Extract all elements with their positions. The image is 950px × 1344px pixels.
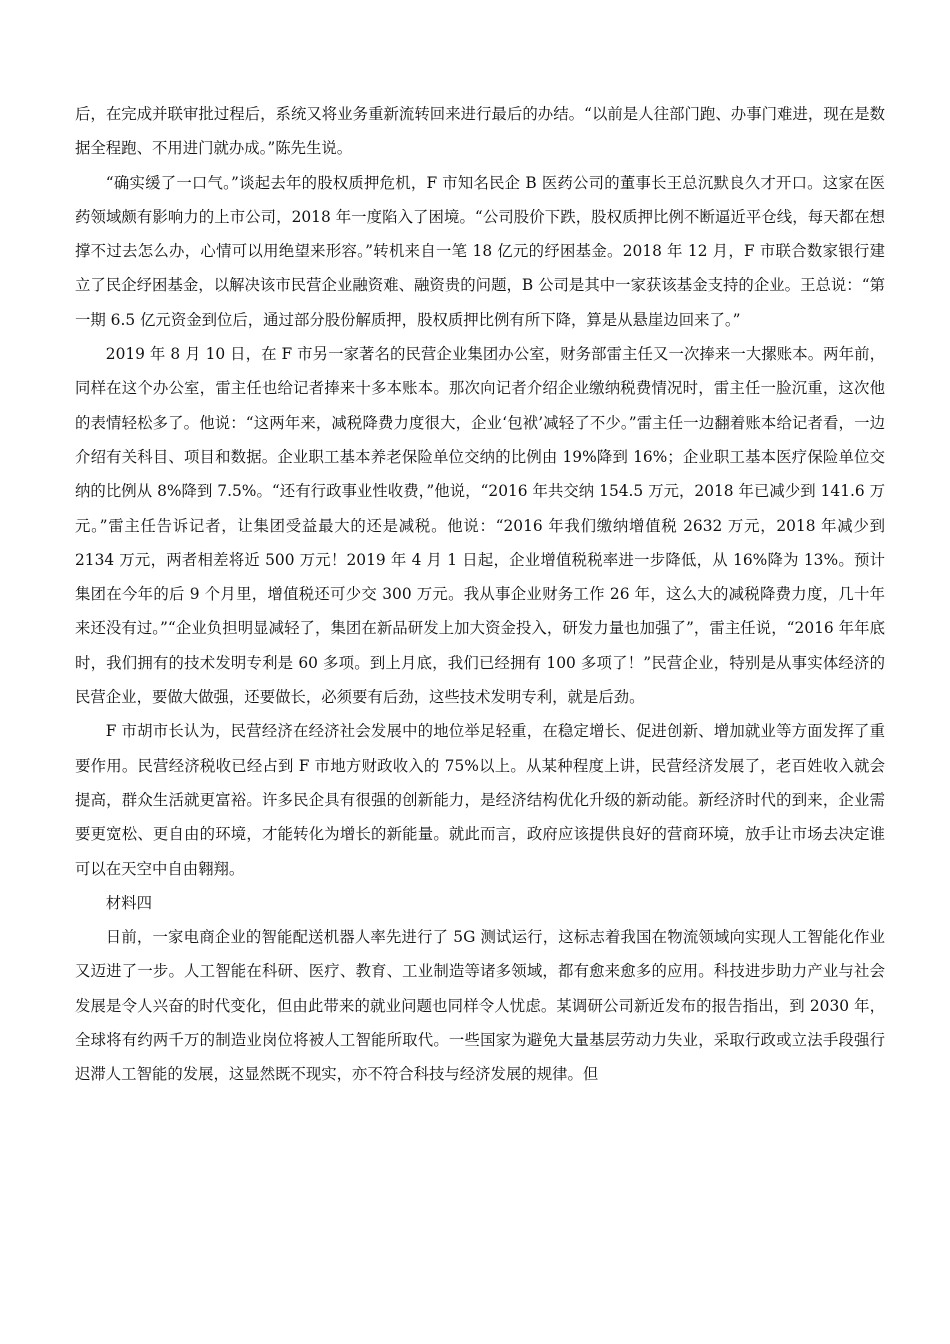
document-body bbox=[75, 97, 885, 1092]
paragraph-tax-reduction: 2019 年 8 月 10 日，在 F 市另一家著名的民营企业集团办公室，财务部雷主任又一次捧来一大摞账本。两年前，同样在这个办公室，雷主任也给记者捧来十多本账本。那次向记者介绍企业缴纳税费情况时，雷主任一脸沉重，这次他的表情轻松多了。他说：“这两年来，减税降费力度很大，企业‘包袱’减轻了不少。”雷主任一边翻着账本给记者看，一边介绍有关科目、项目和数据。企业职工基本养老保险单位交纳的比例由 19%降到 16%；企业职工基本医疗保险单位交纳的比例从 8%降到 7.5%。“还有行政事业性收费，”他说，“2016 年共交纳 154.5 万元，2018 年已减少到 141.6 万元。”雷主任告诉记者，让集团受益最大的还是减税。他说：“2016 年我们缴纳增值税 2632 万元，2018 年减少到 2134 万元，两者相差将近 500 万元！2019 年 4 月 1 日起，企业增值税税率进一步降低，从 16%降为 13%。预计集团在今年的后 9 个月里，增值税还可少交 300 万元。我从事企业财务工作 26 年，这么大的减税降费力度，几十年来还没有过。”“企业负担明显减轻了，集团在新品研发上加大资金投入，研发力量也加强了”，雷主任说，“2016 年年底时，我们拥有的技术发明专利是 60 多项。到上月底，我们已经拥有 100 多项了！”民营企业，特别是从事实体经济的民营企业，要做大做强，还要做长，必须要有后劲，这些技术发明专利，就是后劲。 bbox=[75, 345, 885, 707]
paragraph-ai-employment: 日前，一家电商企业的智能配送机器人率先进行了 5G 测试运行，这标志着我国在物流领域向实现人工智能化作业又迈进了一步。人工智能在科研、医疗、教育、工业制造等诸多领域，都有愈来愈多的应用。科技进步助力产业与社会发展是令人兴奋的时代变化，但由此带来的就业问题也同样令人忧虑。某调研公司新近发布的报告指出，到 2030 年，全球将有约两千万的制造业岗位将被人工智能所取代。一些国家为避免大量基层劳动力失业，采取行政或立法手段强行迟滞人工智能的发展，这显然既不现实，亦不符合科技与经济发展的规律。但 bbox=[75, 928, 885, 1084]
paragraph-continuation: 后，在完成并联审批过程后，系统又将业务重新流转回来进行最后的办结。“以前是人往部门跑、办事门难进，现在是数据全程跑、不用进门就办成。”陈先生说。 bbox=[75, 105, 885, 158]
section-heading-material-four: 材料四 bbox=[105, 893, 152, 912]
paragraph-mayor-view: F 市胡市长认为，民营经济在经济社会发展中的地位举足轻重，在稳定增长、促进创新、增加就业等方面发挥了重要作用。民营经济税收已经占到 F 市地方财政收入的 75%以上。从某种程度上讲，民营经济发展了，老百姓收入就会提高，群众生活就更富裕。许多民企具有很强的创新能力，是经济结构优化升级的新动能。新经济时代的到来，企业需要更宽松、更自由的环境，才能转化为增长的新能量。就此而言，政府应该提供良好的营商环境，放手让市场去决定谁可以在天空中自由翱翔。 bbox=[75, 722, 885, 878]
paragraph-equity-pledge: “确实缓了一口气。”谈起去年的股权质押危机，F 市知名民企 B 医药公司的董事长王总沉默良久才开口。这家在医药领域颇有影响力的上市公司，2018 年一度陷入了困境。“公司股价下跌，股权质押比例不断逼近平仓线，每天都在想撑不过去怎么办，心情可以用绝望来形容。”转机来自一笔 18 亿元的纾困基金。2018 年 12 月，F 市联合数家银行建立了民企纾困基金，以解决该市民营企业融资难、融资贵的问题，B 公司是其中一家获该基金支持的企业。王总说：“第一期 6.5 亿元资金到位后，通过部分股份解质押，股权质押比例有所下降，算是从悬崖边回来了。” bbox=[75, 173, 885, 329]
